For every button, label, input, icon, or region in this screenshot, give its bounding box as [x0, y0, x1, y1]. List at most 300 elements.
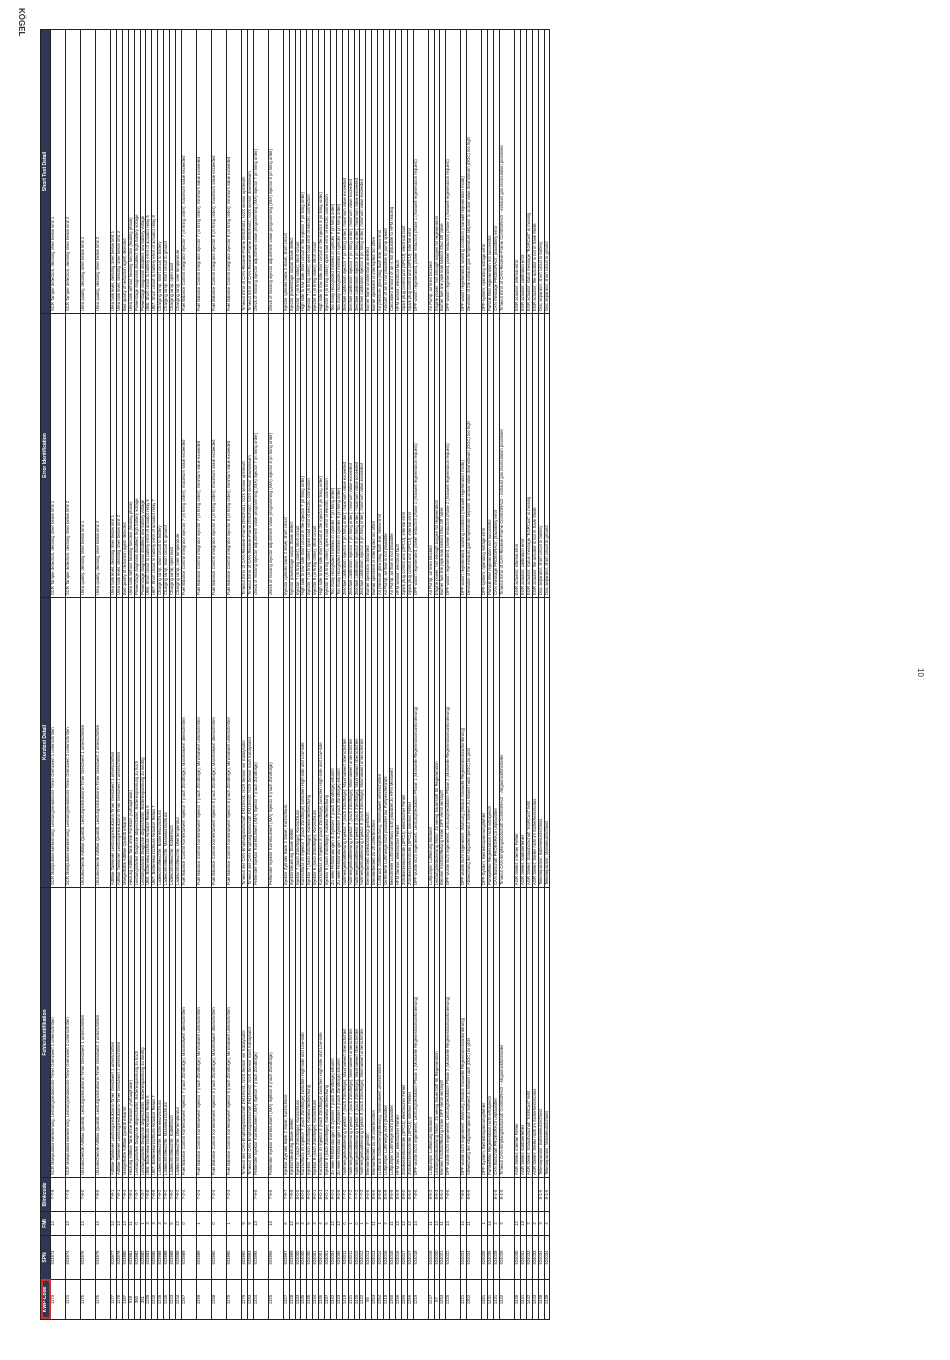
blinkcode-cell: 7-8-9	[152, 1178, 158, 1212]
fmi-cell: 5	[170, 1212, 176, 1236]
blinkcode-cell: 7-8-0	[96, 1178, 111, 1212]
kwp-code-cell: 1245	[158, 1280, 164, 1320]
error-id-cell: Burner operation disturbed	[366, 314, 372, 598]
kwp-code-cell: 1267	[181, 1280, 196, 1320]
kwp-code-cell: 1240	[152, 1280, 158, 1320]
fmi-cell: 14	[461, 1212, 467, 1236]
blinkcode-cell: 8-1-5	[499, 1178, 514, 1212]
spn-cell: 524016	[395, 1236, 401, 1280]
kurztext-cell: Injektorsteuerung Slave defekt	[289, 598, 295, 888]
spn-cell: 524028	[494, 1236, 500, 1280]
kurztext-cell: Berechneter Luftmassenfluss nicht plausibel zu HFM Messwert	[390, 598, 396, 888]
fmi-cell: 11	[372, 1212, 378, 1236]
fmi-cell: 14	[488, 1212, 494, 1236]
kurztext-cell: Luftpumpe; Luftleitung blockiert	[428, 598, 434, 888]
fmi-cell: 1	[360, 1212, 366, 1236]
kurztext-cell: Fuel Balance Control Korrekturwert Injektor 7 (nach Zündfolge); Maximalwert überschritten	[181, 598, 196, 888]
spn-cell: 524012	[354, 1236, 360, 1280]
kwp-code-cell: 1247	[428, 1280, 434, 1320]
error-id-cell: High side to low side short circuit in the injector 7 (in firing order)	[301, 314, 307, 598]
blinkcode-cell: 8-6-0	[401, 1178, 407, 1212]
spn-cell: 524022	[446, 1236, 461, 1280]
short-text-cell: SCR Tamper detection, derating timer below limit 1	[51, 30, 66, 314]
col-header-blinkcode: Blinkcode	[41, 1178, 51, 1212]
blinkcode-cell: 8-6-3	[434, 1178, 440, 1212]
fehler-cell: UB6; Batteriekurzschluss Aktuator Relais 6	[146, 888, 152, 1178]
blinkcode-cell: 8-5-8	[378, 1178, 384, 1212]
fmi-cell: 12	[395, 1212, 401, 1236]
error-id-cell: Fuel Balance Control integrator injector 8 (in firing order); maximum value exceeded	[211, 314, 226, 598]
blinkcode-cell: 8-0-1	[325, 1178, 331, 1212]
short-text-cell: Timeout Error of CAN-Receive-Frame ComEGRActr - exhaust gas recirculation positioner	[499, 30, 514, 314]
fehler-cell: Injektor Zylinder Bank 2 Slave; Kurzschluss	[283, 888, 289, 1178]
fehler-cell: SCR Manipulationserkennung, Leistungsreduktions-Timer Grenzwert 1 unterschritten	[51, 888, 66, 1178]
blinkcode-cell: 7-2-4	[196, 1178, 211, 1212]
kwp-code-cell: 1279	[241, 1280, 247, 1320]
blinkcode-cell: 8-0-1	[313, 1178, 319, 1212]
kwp-code-cell: 1336	[307, 1280, 313, 1320]
blinkcode-cell: 7-7-9	[51, 1178, 66, 1212]
fmi-cell: 12	[175, 1212, 181, 1236]
error-id-cell: Disc separator; short circuit to battery	[538, 314, 544, 598]
blinkcode-cell: 7-7-2	[354, 1178, 360, 1212]
spn-cell: 524034	[538, 1236, 544, 1280]
error-id-cell: Injector 8 (in firing order); short circuit	[313, 314, 319, 598]
short-text-cell: Calculated amount of air is not plausible to HFM reading	[390, 30, 396, 314]
kurztext-cell: AdBlue Tankleve! Leistungsreduktions-Timer Grenzwert 1 unterschritten	[111, 598, 117, 888]
fehler-cell: Injektor 7 (nach Zündfolge); Kabelunterbrechung	[307, 888, 313, 1178]
error-id-cell: Injector powerstage output Slave defect	[289, 314, 295, 598]
blinkcode-cell: 7-3-7	[140, 1178, 146, 1212]
table-row	[446, 30, 461, 1320]
error-id-cell: EGR actuator; status message "EGRCust" is missing	[526, 314, 532, 598]
spn-cell: 524013	[372, 1236, 378, 1280]
fehler-cell: Unzureichende AdBlue Qualität, Leistungsreduktions-Timer Grenzwert 2 unterschritten	[96, 888, 111, 1178]
kwp-code-cell: 1260	[390, 1280, 396, 1320]
fehler-cell: Mangelhafte AdBlue Qualität erkannt	[122, 888, 128, 1178]
short-text-cell: SCR Tamper detection, derating timer below limit 2	[66, 30, 81, 314]
fmi-cell: 0	[181, 1212, 196, 1236]
fmi-cell: 3	[313, 1212, 319, 1236]
fehler-cell: Abweichung der Abgastemperatur Sollwert zu Istwert nach (DOC) zu groß	[467, 888, 482, 1178]
fehler-cell: Ladekontrollleuchte; Kabelbruch	[170, 888, 176, 1178]
kurztext-cell: Geförderte Luftmenge nicht plausibel zur Pumpendrehzahl	[384, 598, 390, 888]
kwp-code-cell: 1419	[342, 1280, 348, 1320]
spn-cell: 524000	[301, 1236, 307, 1280]
spn-cell: 523988	[158, 1236, 164, 1280]
table-row	[226, 30, 241, 1320]
table-row	[211, 30, 226, 1320]
fmi-cell: 3	[152, 1212, 158, 1236]
short-text-cell: UB7; Short circuit to battery error of actuator relay 8	[152, 30, 158, 314]
spn-cell: 524016	[384, 1236, 390, 1280]
kwp-code-cell: 1333	[295, 1280, 301, 1320]
kwp-code-cell: 1256	[395, 1280, 401, 1320]
kwp-code-cell: 1221	[461, 1280, 467, 1320]
blinkcode-cell: 8-0-0	[307, 1178, 313, 1212]
kwp-code-cell: 1266	[407, 1280, 413, 1320]
spn-cell: 523988	[175, 1236, 181, 1280]
spn-cell: 523981	[128, 1236, 134, 1280]
spn-cell: 523977	[111, 1236, 117, 1280]
kwp-code-cell: 1270	[226, 1280, 241, 1320]
kwp-code-cell: 1420	[354, 1280, 360, 1320]
spn-cell: 524011	[348, 1236, 354, 1280]
kurztext-cell: SCR Manipulationserkennung, Leistungsreduktions-Timer Grenzwert 2 unterschritten	[66, 598, 81, 888]
col-header-spn: SPN	[41, 1236, 51, 1280]
error-id-cell: DPF wasn't regenerated, power reduction phase 2 (manuell regeneration request)	[446, 314, 461, 598]
kurztext-cell: Nullmengenkalibrierung Injektor 8 (nach Zündfolge); Minimalwert unterschritten	[360, 598, 366, 888]
table-row	[81, 30, 96, 1320]
table-row	[413, 30, 428, 1320]
kurztext-cell: Leistungsstufen Diagnose abgeschaltet, Batteriespannung zu niedrig	[140, 598, 146, 888]
fehler-cell: Injektor 8 (nach Zündfolge); Kurzschluss	[313, 888, 319, 1178]
error-id-cell: EGR actuator; calibration error	[520, 314, 526, 598]
kurztext-cell: SCR Manipulationserkennung, Leistungsreduktions-Timer Grenzwert 1 unterschritten	[51, 598, 66, 888]
kwp-code-cell: 1243	[170, 1280, 176, 1320]
kwp-code-cell: 1421	[348, 1280, 354, 1320]
kwp-code-cell: 1220	[446, 1280, 461, 1320]
short-text-cell: Particle filter regeneration not successful	[488, 30, 494, 314]
fehler-cell: Injektorsteuerung Slave defekt	[289, 888, 295, 1178]
kwp-code-cell: 1177	[111, 1280, 117, 1320]
kurztext-cell: UB6; Batteriekurzschluss Aktuator Relais 6	[146, 598, 152, 888]
kurztext-cell: Nullmengenkalibrierung Injektor 7 (nach Zündfolge); Maximalwert überschritten	[342, 598, 348, 888]
fmi-cell: 5	[307, 1212, 313, 1236]
short-text-cell: DPF wasn't regenerated, power reduction phase 2 (manuell regeneration request)	[446, 30, 461, 314]
blinkcode-cell: 8-0-0	[301, 1178, 307, 1212]
short-text-cell: Fuel Balance Control integrator injector 7 (in firing order); minimum value exceeded	[196, 30, 211, 314]
kwp-code-cell: 1265	[401, 1280, 407, 1320]
fehler-cell: Ladekontrollleuchte; Massekurzschluss	[164, 888, 170, 1178]
kwp-code-cell: 1335	[301, 1280, 307, 1320]
fmi-cell: 3	[146, 1212, 152, 1236]
fehler-cell: Fuel Balance Control Korrekturwert Injektor 7 (nach Zündfolge); Minimalwert unterschritten	[196, 888, 211, 1178]
fmi-cell: 13	[253, 1212, 268, 1236]
spn-cell: 523974	[66, 1236, 81, 1280]
error-id-cell: Burner operation is interrupted too often	[372, 314, 378, 598]
fehler-cell: CAN Botschaft PROEGRActr unplausibel	[494, 888, 500, 1178]
blinkcode-cell: 8-5-9	[395, 1178, 401, 1212]
fehler-cell: Tellerseparator; Batteriekurzschluss	[538, 888, 544, 1178]
fmi-cell: 1	[378, 1212, 384, 1236]
error-id-cell: Bad quality of reduction agent detected	[122, 314, 128, 598]
fmi-cell: 2	[532, 1212, 538, 1236]
short-text-cell: EGR actuator; calibration error	[520, 30, 526, 314]
fmi-cell: 12	[401, 1212, 407, 1236]
fehler-cell: Timeout CAN-Empfangsbotschaft ComEGRActr - Abgasrückführsteller	[499, 888, 514, 1178]
fehler-cell: Nullmengenkalibrierung Injektor 7 (nach Zündfolge); Minimalwert unterschritten	[348, 888, 354, 1178]
fehler-cell: Luftpumpe; Luftleitung blockiert	[428, 888, 434, 1178]
fmi-cell: 5	[325, 1212, 331, 1236]
kurztext-cell: AGR Steller; Kalibrierfehler	[520, 598, 526, 888]
kwp-code-cell: 1219	[384, 1280, 390, 1320]
short-text-cell: Zerofuel calibration injector 7 (in firing order); maximum value exceeded	[342, 30, 348, 314]
fmi-cell: 3	[158, 1212, 164, 1236]
spn-cell: 524000	[307, 1236, 313, 1280]
error-id-cell: Disc separator; short circuit to ground	[544, 314, 550, 598]
fmi-cell: 4	[544, 1212, 550, 1236]
fehler-cell: Timeout der CAN-Empfangsbotschaft DM19Vol2; NOX Sensor nach Katalysator	[247, 888, 253, 1178]
blinkcode-cell: 7-8-8	[146, 1178, 152, 1212]
spn-cell: 524017	[401, 1236, 407, 1280]
error-id-cell: Air Pump; air lines blocked	[428, 314, 434, 598]
kurztext-cell: Injektor 8 (nach Zündfolge); Kurzschluss	[313, 598, 319, 888]
fmi-cell: 0	[342, 1212, 348, 1236]
spn-cell: 523990	[211, 1236, 226, 1280]
error-id-cell: Urea tank level, derating timer below limit 1	[111, 314, 117, 598]
fehler-cell: AdBlue Tankleve! Leistungsreduktions-Timer Grenzwert 1 unterschritten	[111, 888, 117, 1178]
fehler-cell: AGR Steller; interner Fehler	[514, 888, 520, 1178]
spn-cell: 523999	[289, 1236, 295, 1280]
short-text-cell: Timeout Error of CAN-Receive-Frame DM19Vol1; NOX sensor upstream	[241, 30, 247, 314]
blinkcode-cell: 8-5-9	[384, 1178, 390, 1212]
short-text-cell: Burner operation is interrupted too often	[372, 30, 378, 314]
kurztext-cell: Ladekontrollleuchte; Batteriekurzschluss	[158, 598, 164, 888]
error-id-cell: Urea tank without heating function (heating phase)	[128, 314, 134, 598]
kurztext-cell: Mangelhafte AdBlue Qualität erkannt	[122, 598, 128, 888]
error-id-cell: Charging lamp; short circuit to battery	[158, 314, 164, 598]
fehler-cell: Ladekontrollleuchte; Batteriekurzschluss	[158, 888, 164, 1178]
col-header-fehleridentifikation: Fehleridentifikation	[41, 888, 51, 1178]
short-text-cell: check of missing injector adjustment value programming (IMA) injector 7 (in firing order)	[253, 30, 268, 314]
fehler-cell: Nullmengenkalibrierung Injektor 8 (nach Zündfolge); Minimalwert unterschritten	[360, 888, 366, 1178]
blinkcode-cell: 8-5-6	[372, 1178, 378, 1212]
fehler-cell: AGR Steller; Statusbotschaft "EGRCust" fehlt	[526, 888, 532, 1178]
blinkcode-cell: 7-9-2	[170, 1178, 176, 1212]
error-id-cell: Zerofuel calibration injector 8 (in firing order); minimum value exceeded	[360, 314, 366, 598]
blinkcode-cell: 8-1-5	[494, 1178, 500, 1212]
fmi-cell: 4	[164, 1212, 170, 1236]
kurztext-cell: HFM Sensor; elektrischer Fehler	[395, 598, 401, 888]
kurztext-cell: Zu viele Fehlzündungen in Zylinder 7 (nach Zündfolge) erkannt	[330, 598, 336, 888]
error-id-cell: EGR actuator; internal error	[514, 314, 520, 598]
spn-cell: 524000	[295, 1236, 301, 1280]
short-text-cell: Burner flame unintentional deleted	[366, 30, 372, 314]
kwp-code-cell: 361	[140, 1280, 146, 1320]
error-id-cell: check of missing injector adjustment value programming (IMA) injector 7 (in firing order)	[253, 314, 268, 598]
table-row	[499, 30, 514, 1320]
kurztext-cell: AdBlue Tankleve! Leistungsreduktions-Timer Grenzwert 2 unterschritten	[116, 598, 122, 888]
fehler-cell: Fuel Balance Control Korrekturwert Injektor 8 (nach Zündfolge); Minimalwert unterschritten	[226, 888, 241, 1178]
fehler-cell: Unzureichende AdBlue Qualität, Leistungsreduktions-Timer Grenzwert 1 unterschritten	[81, 888, 96, 1178]
kwp-code-cell: 1441	[520, 1280, 526, 1320]
table-row	[96, 30, 111, 1320]
blinkcode-cell: 7-9-5	[253, 1178, 268, 1212]
error-id-cell: Urea tank level, derating timer below limit 2	[116, 314, 122, 598]
error-id-cell: DPF-system; operating voltage error	[482, 314, 488, 598]
fehler-cell: Heizung AdBlue Tank ohne Funktion (Auftauphase)	[128, 888, 134, 1178]
blinkcode-cell: 8-5-9	[390, 1178, 396, 1212]
fehler-cell: Kurzschluss im Injektor 8 (nach Zündfolge) zwischen High-side und Low-side	[319, 888, 325, 1178]
kwp-code-cell: 1187	[122, 1280, 128, 1320]
blinkcode-cell: 7-8-4	[128, 1178, 134, 1212]
kwp-code-cell: 1334	[313, 1280, 319, 1320]
kurztext-cell: Leistungsstufen Diagnose abgeschaltet, Batteriespannung zu hoch	[134, 598, 140, 888]
kurztext-cell: Brennerbetrieb zu oft unterbrochen	[372, 598, 378, 888]
fmi-cell: 0	[134, 1212, 140, 1236]
error-id-cell: Air Pump; air flow is not plausible	[390, 314, 396, 598]
fehler-cell: Injektor 8 (nach Zündfolge); Kabelunterbrechung	[325, 888, 331, 1178]
fehler-cell: Partikelfilter Regeneration nicht erfolgreich	[488, 888, 494, 1178]
error-id-cell: Engine power; Not enough oxygen for regeneration	[434, 314, 440, 598]
kwp-code-cell: 1443	[532, 1280, 538, 1320]
kurztext-cell: Unzureichende AdBlue Qualität, Leistungsreduktions-Timer Grenzwert 2 unterschritten	[96, 598, 111, 888]
short-text-cell: Charging lamp; short circuit to ground	[164, 30, 170, 314]
col-header-kwp-code: KWP-Code	[41, 1280, 51, 1320]
short-text-cell: Injector powerstage output Slave defect	[289, 30, 295, 314]
error-id-cell: Burner fuel line pipe leak behind Shut Off Valve	[440, 314, 446, 598]
spn-cell: 524025	[482, 1236, 488, 1280]
fehler-cell: Fehlender Injektor Korrekturwert (IMA) Injektor 8 (nach Zündfolge)	[268, 888, 283, 1178]
short-text-cell: Injector 8 (in firing order); open load error of electric connection	[325, 30, 331, 314]
error-id-cell: Charging lamp; over temperature	[175, 314, 181, 598]
fehler-cell: Zu viele Fehlzündungen in Zylinder 7 (nach Zündfolge) erkannt	[330, 888, 336, 1178]
blinkcode-cell: 7-9-9	[289, 1178, 295, 1212]
blinkcode-cell: 7-2-4	[211, 1178, 226, 1212]
spn-cell: 524013	[366, 1236, 372, 1280]
spn-cell: 524030	[514, 1236, 520, 1280]
short-text-cell: Disc separator; short circuit to ground	[544, 30, 550, 314]
kurztext-cell: Brennerbetrieb unbeabsichtigt gelöscht	[366, 598, 372, 888]
kurztext-cell: Ladekontrollleuchte; Übertemperatur	[175, 598, 181, 888]
short-text-cell: check of missing injector adjustment value programming (IMA) injector 8 (in firing order)	[268, 30, 283, 314]
kurztext-cell: Abweichung der Abgastemperatur Sollwert zu Istwert nach (DOC) zu groß	[467, 598, 482, 888]
kurztext-cell: Luftdruck Glühkerzenspülleitung; Minimalwert unterschritten	[378, 598, 384, 888]
spn-cell: 524032	[526, 1236, 532, 1280]
spn-cell: 523989	[196, 1236, 211, 1280]
table-row	[268, 30, 283, 1320]
spn-cell: 524034	[544, 1236, 550, 1280]
spn-cell: 524014	[378, 1236, 384, 1280]
fmi-cell: 1	[140, 1212, 146, 1236]
table-row	[544, 30, 550, 1320]
kwp-code-cell: 1438	[538, 1280, 544, 1320]
kwp-code-cell: 1219	[413, 1280, 428, 1320]
blinkcode-cell: 7-8-1	[111, 1178, 117, 1212]
fmi-cell: 11	[467, 1212, 482, 1236]
error-id-cell: Spark plug control unit (SPCU); internal error	[401, 314, 407, 598]
spn-cell: 524012	[360, 1236, 366, 1280]
kwp-code-cell: 1439	[544, 1280, 550, 1320]
kwp-code-cell: 360	[134, 1280, 140, 1320]
spn-cell: 524033	[532, 1236, 538, 1280]
blinkcode-cell: 7-9-2	[158, 1178, 164, 1212]
short-text-cell: Urea tank without heating function (heating phase)	[128, 30, 134, 314]
fmi-cell: 2	[526, 1212, 532, 1236]
kurztext-cell: Nullmengenkalibrierung Injektor 7 (nach Zündfolge); Minimalwert unterschritten	[348, 598, 354, 888]
fmi-cell: 2	[499, 1212, 514, 1236]
kwp-code-cell: 1328	[289, 1280, 295, 1320]
spn-cell: 523982	[140, 1236, 146, 1280]
kurztext-cell: DPF-System; Betriebsspannungsfehler	[482, 598, 488, 888]
spn-cell: 524017	[407, 1236, 413, 1280]
error-id-cell: Timeout Error of CAN-Receive-Frame DM19Vol2; NOX sensor downstream	[247, 314, 253, 598]
col-header-short-text-detail: Short Text Detail	[41, 30, 51, 314]
kurztext-cell: AGR Steller; Statusbotschaft "EGRCust" fehlt	[526, 598, 532, 888]
fmi-cell: 11	[390, 1212, 396, 1236]
kurztext-cell: Fehlender Injektor Korrekturwert (IMA) Injektor 7 (nach Zündfolge)	[253, 598, 268, 888]
fehler-cell: Luftpumpe; Luftmenge nicht plausibel	[390, 888, 396, 1178]
spn-cell: 523997	[283, 1236, 289, 1280]
fmi-cell: 2	[494, 1212, 500, 1236]
fehler-cell: Fuel Balance Control Korrekturwert Injektor 7 (nach Zündfolge); Maximalwert überschritten	[181, 888, 196, 1178]
kwp-code-cell: 1431	[494, 1280, 500, 1320]
kurztext-cell: DPF wurde nicht regeneriert, Leistungsreduktion Phase 1 (Manuelle Regenerationsanforderung)	[413, 598, 428, 888]
error-id-cell: Spark plug control unit (SPCU); internal error	[407, 314, 413, 598]
error-id-cell: DPF wasn't regenerated, power reduction phase 1 (manuell regeneration request)	[413, 314, 428, 598]
blinkcode-cell: 7-9-2	[175, 1178, 181, 1212]
short-text-cell: EGR actuator; the actuator is not in Save Mode	[532, 30, 538, 314]
table-row	[181, 30, 196, 1320]
fmi-cell: 9	[247, 1212, 253, 1236]
fmi-cell: 14	[434, 1212, 440, 1236]
error-id-cell: Injector 8 (in firing order); open load error of electric connection	[325, 314, 331, 598]
short-text-cell: Deviation of the exhaust gas temperature setpoint to actual value downstream (DOC) too high	[467, 30, 482, 314]
blinkcode-cell: 7-3-7	[134, 1178, 140, 1212]
fehler-cell: Zündkerzenkontrolle (SPCU); interner Fehler	[407, 888, 413, 1178]
short-text-cell: Urea tank level, derating timer below limit 1	[111, 30, 117, 314]
kwp-code-cell: 1324	[253, 1280, 268, 1320]
short-text-cell: EGR actuator; status message "EGRCust" is missing	[526, 30, 532, 314]
fehler-cell: Brennerbetrieb zu oft unterbrochen	[372, 888, 378, 1178]
spn-cell: 523996	[268, 1236, 283, 1280]
short-text-cell: Air pressure glow plug flush line; below limit	[378, 30, 384, 314]
error-id-cell: Injector cylinder bank 2 slave; short circuit	[283, 314, 289, 598]
kurztext-cell: Kurzschluss im Injektor 7 (nach Zündfolge) zwischen High-side und Low-side	[301, 598, 307, 888]
fmi-cell: 12	[514, 1212, 520, 1236]
short-text-cell: Fuel Balance Control integrator injector 8 (in firing order); minimum value exceeded	[226, 30, 241, 314]
short-text-cell: DPF wasn't regenerated, power reduction phase 1 (manuell regeneration request)	[413, 30, 428, 314]
short-text-cell: Burner fuel line pipe leak behind Shut Off Valve	[440, 30, 446, 314]
error-id-cell: Fuel Balance Control integrator injector 8 (in firing order); minimum value exceeded	[226, 314, 241, 598]
spn-cell: 523982	[134, 1236, 140, 1280]
kurztext-cell: Injektor 8 (nach Zündfolge); Kabelunterbrechung	[325, 598, 331, 888]
kwp-code-cell: 1173	[51, 1280, 66, 1320]
spn-cell: 523988	[164, 1236, 170, 1280]
short-text-cell: Charging lamp; over temperature	[175, 30, 181, 314]
short-text-cell: HFM sensor; electrical fault	[395, 30, 401, 314]
page-number: 10	[916, 668, 925, 677]
kurztext-cell: Timeout der CAN-Empfangsbotschaft DM19Vol1; NOX Sensor vor Katalysator	[241, 598, 247, 888]
fmi-cell: 1	[348, 1212, 354, 1236]
blinkcode-cell: 8-6-6	[467, 1178, 482, 1212]
blinkcode-cell: 7-7-9	[66, 1178, 81, 1212]
short-text-cell: CAN message PROEGRActr; plausibility error	[494, 30, 500, 314]
fehler-cell: Luftdruck Glühkerzenspülleitung; Minimalwert unterschritten	[378, 888, 384, 1178]
error-id-cell: Air Pump; air flow is not plausible	[384, 314, 390, 598]
kwp-code-cell: 1268	[211, 1280, 226, 1320]
blinkcode-cell: 7-8-1	[116, 1178, 122, 1212]
blinkcode-cell: 8-6-0	[407, 1178, 413, 1212]
fehler-cell: Zündkerzenkontrolle (SPCU); elektrischer Fehler	[401, 888, 407, 1178]
kwp-code-cell: 1253	[372, 1280, 378, 1320]
blinkcode-cell: 7-8-6	[413, 1178, 428, 1212]
kwp-code-cell: 1342	[330, 1280, 336, 1320]
kurztext-cell: AGR Steller; Steller nicht im Sicherheitsmodus	[532, 598, 538, 888]
error-id-cell: High side to low side short circuit in the injector 8 (in firing order)	[319, 314, 325, 598]
fmi-cell: 14	[51, 1212, 66, 1236]
fehler-cell: Fehlender Injektor Korrekturwert (IMA) Injektor 7 (nach Zündfolge)	[253, 888, 268, 1178]
kurztext-cell: DPF wurde nicht regeneriert, Warnung (Modus manuelle Regenerationsanforderung)	[461, 598, 467, 888]
fmi-cell: 11	[428, 1212, 434, 1236]
error-id-cell: Particle filter regeneration not successful	[488, 314, 494, 598]
fmi-cell: 14	[413, 1212, 428, 1236]
kwp-code-cell: 1343	[336, 1280, 342, 1320]
fmi-cell: 13	[268, 1212, 283, 1236]
fmi-cell: 3	[538, 1212, 544, 1236]
fmi-cell: 14	[446, 1212, 461, 1236]
